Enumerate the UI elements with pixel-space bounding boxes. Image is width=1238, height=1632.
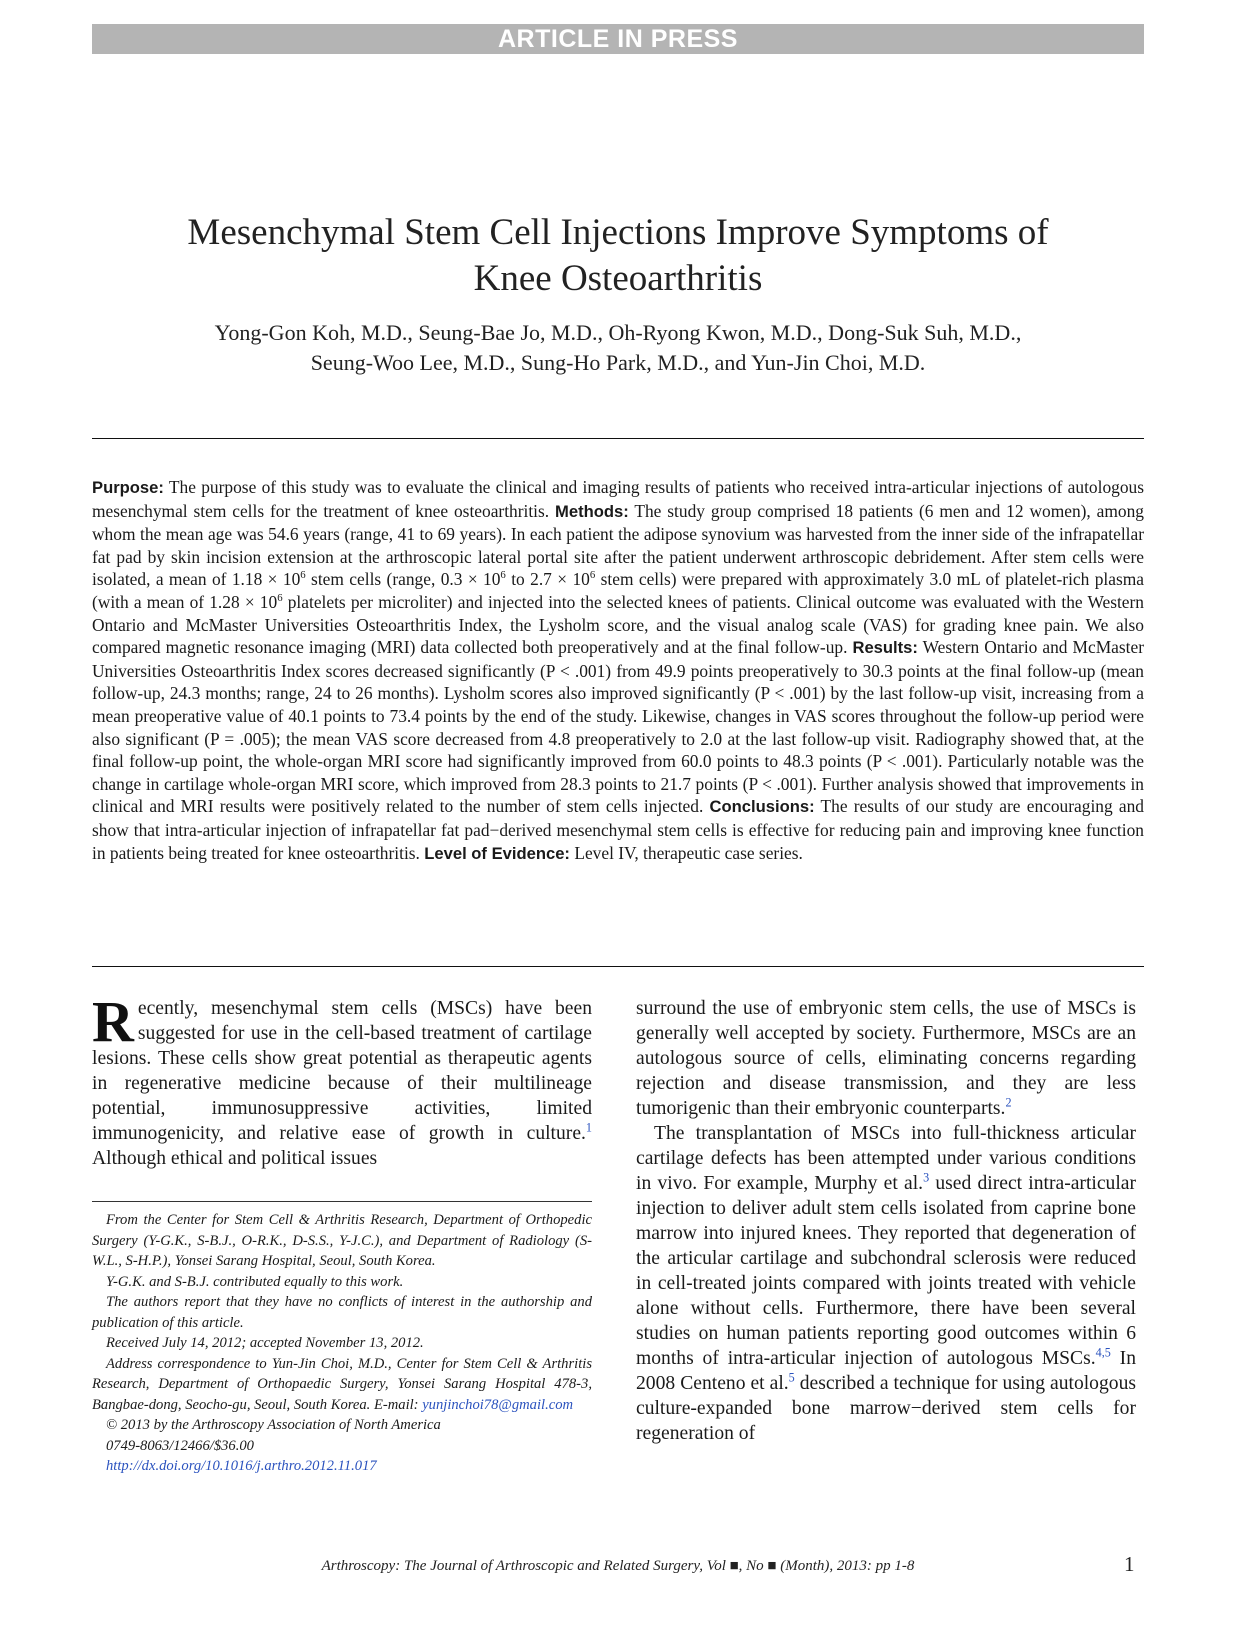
reference-4-5[interactable]: 4,5 bbox=[1095, 1345, 1111, 1360]
body-text: Although ethical and political issues bbox=[92, 1148, 378, 1169]
body-text: In 2008 Centeno et al. bbox=[636, 1348, 1136, 1394]
page-number: 1 bbox=[1124, 1552, 1135, 1576]
article-title bbox=[92, 210, 1144, 302]
methods-label: Methods: bbox=[555, 501, 629, 521]
body-column-left bbox=[92, 989, 592, 1171]
title-line-1: Mesenchymal Stem Cell Injections Improve Symptoms of bbox=[187, 212, 1049, 253]
footnote-affiliation: From the Center for Stem Cell & Arthritis Research, Department of Orthopedic Surgery (Y-G.K., S-B.J., O-R.K., D-S.S., Y-J.C.), and Department of Radiology (S-W.L., S-H.P.), Yonsei Sarang Hospital, Seoul, South Korea. bbox=[92, 1212, 592, 1269]
body-text: ecently, mesenchymal stem cells (MSCs) have been suggested for use in the cell-based treatment of cartilage lesions. These cells show great potential as therapeutic agents in regenerative medicine because of their multilineage potential, immunosuppressive activities, limited immunogenicity, and relative ease of growth in culture. bbox=[92, 998, 592, 1144]
exponent: 6 bbox=[277, 592, 283, 605]
footnote-equal-contribution: Y-G.K. and S-B.J. contributed equally to this work. bbox=[106, 1273, 404, 1290]
body-text: surround the use of embryonic stem cells, the use of MSCs is generally well accepted by society. Furthermore, MSCs are an autologous source of cells, eliminating concerns regarding rejection and disease transmission, and they are less tumorigenic than their embryonic counterparts. bbox=[636, 998, 1136, 1119]
abstract-bottom-rule bbox=[92, 966, 1144, 967]
title-line-2: Knee Osteoarthritis bbox=[473, 258, 763, 299]
methods-text: stem cells) were prepared with approximately 3.0 mL of platelet-rich plasma (with a mean of 1.28 × 10 bbox=[92, 569, 1144, 612]
journal-citation: Arthroscopy: The Journal of Arthroscopic and Related Surgery, Vol ■, No ■ (Month), 2013: pp 1-8 bbox=[321, 1558, 915, 1574]
reference-1[interactable]: 1 bbox=[585, 1120, 592, 1135]
exponent: 6 bbox=[589, 569, 596, 582]
footnotes bbox=[92, 1210, 592, 1477]
footnote-address bbox=[92, 1354, 592, 1416]
reference-3[interactable]: 3 bbox=[923, 1170, 930, 1185]
abstract-top-rule bbox=[92, 438, 1144, 439]
drop-cap: R bbox=[92, 989, 134, 1054]
purpose-label: Purpose: bbox=[92, 478, 164, 497]
conclusions-label: Conclusions: bbox=[709, 797, 815, 817]
reference-5[interactable]: 5 bbox=[788, 1370, 795, 1385]
results-text: Western Ontario and McMaster Universities Osteoarthritis Index scores decreased significantly (P < .001) from 49.9 points preoperatively to 30.3 points at the final follow-up (mean follow-up, 24.3 months; range, 24 to 26 months). Lysholm scores also improved significantly (P < .001) by the last follow-up visit, increasing from a mean preoperative value of 40.1 points to 73.4 points by the end of the study. Likewise, changes in VAS scores throughout the follow-up period were also significant (P = .005); the mean VAS score decreased from 4.8 preoperatively to 2.0 at the last follow-up visit. Radiography showed that, at the final follow-up point, the whole-organ MRI score had significantly improved from 60.0 points to 48.3 points (P < .001). Particularly notable was the change in cartilage whole-organ MRI score, which improved from 28.3 points to 21.7 points (P < .001). Further analysis showed that improvements in clinical and MRI results were positively related to the number of stem cells injected. bbox=[92, 637, 1144, 817]
level-of-evidence-text: Level IV, therapeutic case series. bbox=[569, 842, 803, 863]
body-paragraph bbox=[636, 996, 1136, 1121]
address-text: Address correspondence to Yun-Jin Choi, M.D., Center for Stem Cell & Arthritis Research, Department of Orthopaedic Surgery, Yonsei Sarang Hospital 478-3, Bangbae-dong, Seocho-gu, Seoul, South Korea. E-mail: bbox=[92, 1355, 592, 1413]
email-link[interactable]: yunjinchoi78@gmail.com bbox=[422, 1396, 574, 1413]
footnote-copyright: © 2013 by the Arthroscopy Association of North America bbox=[106, 1417, 441, 1433]
footnote-received: Received July 14, 2012; accepted November 13, 2012. bbox=[106, 1335, 424, 1351]
doi-link[interactable]: http://dx.doi.org/10.1016/j.arthro.2012.11.017 bbox=[106, 1458, 377, 1474]
body-paragraph bbox=[636, 1121, 1136, 1446]
authors-line-1: Yong-Gon Koh, M.D., Seung-Bae Jo, M.D., Oh-Ryong Kwon, M.D., Dong-Suk Suh, M.D., bbox=[214, 320, 1022, 345]
level-of-evidence-label: Level of Evidence: bbox=[424, 843, 570, 863]
results-label: Results: bbox=[852, 638, 918, 658]
body-text: The transplantation of MSCs into full-thickness articular cartilage defects has been attempted under various conditions in vivo. For example, Murphy et al. bbox=[636, 1123, 1136, 1194]
authors-line-2: Seung-Woo Lee, M.D., Sung-Ho Park, M.D., and Yun-Jin Choi, M.D. bbox=[310, 350, 926, 375]
intro-paragraph bbox=[92, 989, 592, 1171]
body-text: described a technique for using autologous culture-expanded bone marrow−derived stem cells for regeneration of bbox=[636, 1373, 1136, 1444]
methods-text: The study group comprised 18 patients (6 men and 12 women), among whom the mean age was 54.6 years (range, 41 to 69 years). In each patient the adipose synovium was harvested from the inner side of the infrapatellar fat pad by skin incision extension at the arthroscopic lateral portal site after the patient underwent arthroscopic debridement. After stem cells were isolated, a mean of 1.18 × 10 bbox=[92, 500, 1145, 590]
footnote-issn: 0749-8063/12466/$36.00 bbox=[106, 1437, 254, 1454]
article-in-press-banner: ARTICLE IN PRESS bbox=[92, 24, 1144, 54]
conclusions-text: The results of our study are encouraging and show that intra-articular injection of infrapatellar fat pad−derived mesenchymal stem cells is effective for reducing pain and improving knee function in patients being treated for knee osteoarthritis. bbox=[92, 796, 1144, 863]
exponent: 6 bbox=[300, 569, 306, 582]
purpose-text: The purpose of this study was to evaluate the clinical and imaging results of patients who received intra-articular injections of autologous mesenchymal stem cells for the treatment of knee osteoarthritis. bbox=[92, 477, 1144, 521]
methods-text: to 2.7 × 10 bbox=[505, 569, 590, 590]
footnote-conflicts: The authors report that they have no conflicts of interest in the authorship and publication of this article. bbox=[92, 1294, 592, 1331]
abstract bbox=[92, 476, 1144, 865]
reference-2[interactable]: 2 bbox=[1005, 1095, 1012, 1110]
exponent: 6 bbox=[500, 569, 506, 582]
body-column-right bbox=[636, 996, 1136, 1446]
methods-text: stem cells (range, 0.3 × 10 bbox=[305, 569, 501, 590]
author-list bbox=[92, 318, 1144, 378]
methods-text: platelets per microliter) and injected into the selected knees of patients. Clinical outcome was evaluated with the Western Ontario and McMaster Universities Osteoarthritis Index, the Lysholm score, and the visual analog scale (VAS) for grading knee pain. We also compared magnetic resonance imaging (MRI) data collected both preoperatively and at the final follow-up. bbox=[92, 591, 1144, 658]
body-text: used direct intra-articular injection to deliver adult stem cells isolated from caprine bone marrow into injured knees. They reported that degeneration of the articular cartilage and subchondral sclerosis were reduced in cell-treated joints compared with joints treated with vehicle alone without cells. Furthermore, there have been several studies on human patients reporting good outcomes within 6 months of intra-articular injection of autologous MSCs. bbox=[636, 1173, 1136, 1369]
footnote-rule bbox=[92, 1201, 592, 1202]
